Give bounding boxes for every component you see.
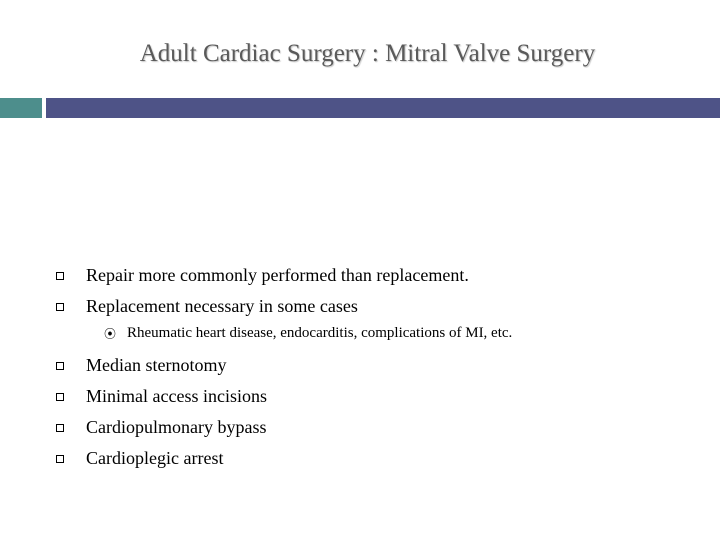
sub-bullet-item — [104, 325, 512, 342]
sub-bullet-text: Rheumatic heart disease, endocarditis, complications of MI, etc. — [127, 325, 513, 341]
square-bullet-icon — [56, 393, 64, 401]
bullet-text: Median sternotomy — [86, 355, 227, 375]
square-bullet-icon — [56, 272, 64, 280]
bullet-text: Cardioplegic arrest — [86, 448, 224, 468]
bullet-item — [56, 448, 223, 469]
square-bullet-icon — [56, 303, 64, 311]
header-accent-bar-right — [46, 98, 720, 118]
bullet-item — [56, 296, 358, 317]
square-bullet-icon — [56, 424, 64, 432]
bullet-text: Cardiopulmonary bypass — [86, 417, 267, 437]
square-bullet-icon — [56, 362, 64, 370]
bullet-item — [56, 355, 226, 376]
slide-title: Adult Cardiac Surgery : Mitral Valve Surgery — [139, 40, 596, 67]
bullet-text: Repair more commonly performed than replacement. — [86, 265, 469, 285]
circled-dot-bullet-icon: ⦿ — [104, 327, 117, 341]
bullet-item — [56, 417, 266, 438]
bullet-item — [56, 265, 469, 286]
bullet-text: Replacement necessary in some cases — [86, 296, 358, 316]
bullet-item — [56, 386, 267, 407]
header-accent-bar-left — [0, 98, 42, 118]
square-bullet-icon — [56, 455, 64, 463]
bullet-text: Minimal access incisions — [86, 386, 267, 406]
